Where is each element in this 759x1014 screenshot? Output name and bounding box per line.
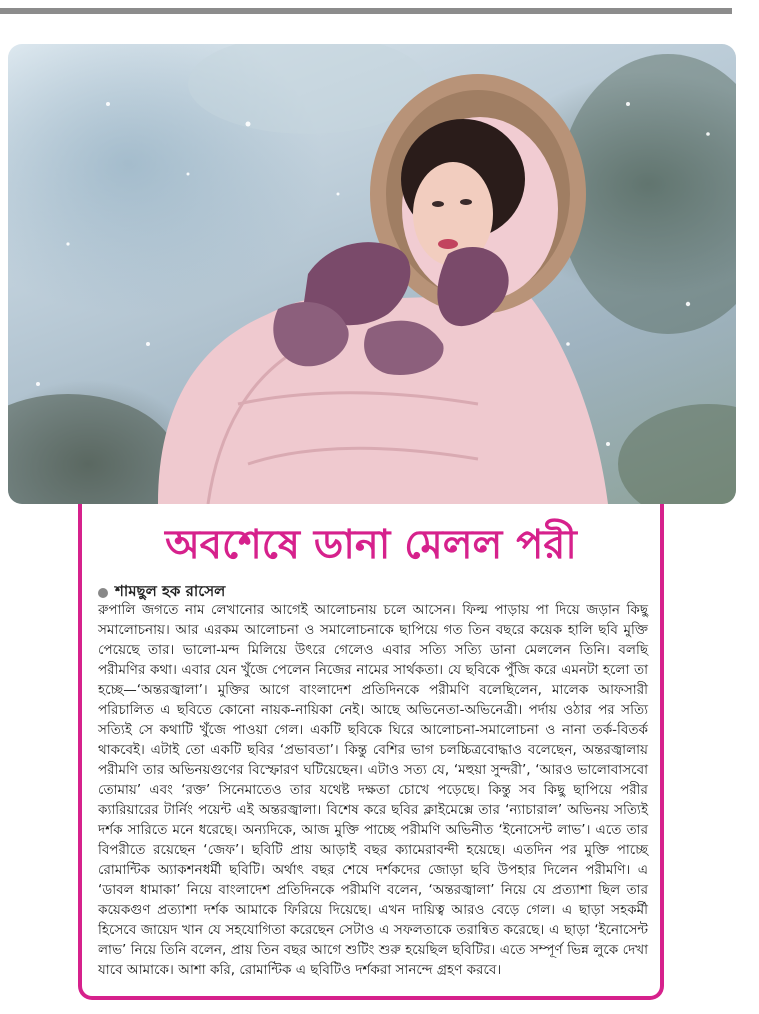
article-headline: অবশেষে ডানা মেলল পরী <box>165 521 577 568</box>
bullet-dot-icon <box>98 588 108 598</box>
article-body: রুপালি জগতে নাম লেখানোর আগেই আলোচনায় চলে আসেন। ফিল্ম পাড়ায় পা দিয়ে জড়ান কিছু সমালোচনায়। আর এরকম আলোচনা ও সমালোচনাকে ছাপিয়ে গত তিন বছরে কয়েক হালি ছবি মুক্তি পেয়েছে তার। ভালো-মন্দ মিলিয়ে উৎরে গেলেও এবার সত্যি সত্যি ডানা মেললেন তিনি। বলছি পরীমণির কথা। এবার যেন খুঁজে পেলেন নিজের নামের সার্থকতা। যে ছবিকে পুঁজি করে এমনটা হলো তা হচ্ছে—‘অন্তরজ্বালা’। মুক্তির আগে বাংলাদেশ প্রতিদিনকে পরীমণি বলেছিলেন, মালেক আফসারী পরিচালিত এ ছবিতে কোনো নায়ক-নায়িকা নেই। আছে অভিনেতা-অভিনেত্রী। পর্দায় ওঠার পর সত্যি সত্যিই সে কথাটি খুঁজে পাওয়া গেল। একটি ছবিকে ঘিরে আলোচনা-সমালোচনা ও নানা তর্ক-বিতর্ক থাকবেই। এটাই তো একটি ছবির ‘প্রভাবতা’। কিন্তু বেশির ভাগ চলচ্চিত্রবোদ্ধাও বলেছেন, অন্তরজ্বালায় পরীমণি তার অভিনয়গুণের বিস্ফোরণ ঘটিয়েছেন। এটাও সত্য যে, ‘মহুয়া সুন্দরী’, ‘আরও ভালোবাসবো তোমায়’ এবং ‘রক্ত’ সিনেমাতেও তার যথেষ্ট দক্ষতা চোখে পড়েছে। কিন্তু সব কিছু ছাপিয়ে পরীর ক্যারিয়ারের টার্নিং পয়েন্ট এই অন্তরজ্বালা। বিশেষ করে ছবির ক্লাইমেক্সে তার ‘ন্যাচারাল’ অভিনয় সত্যিই দর্শক সারিতে মনে ধরেছে। অন্যদিকে, আজ মুক্তি পাচ্ছে পরীমণি অভিনীত ‘ইনোসেন্ট লাভ’। এতে তার বিপরীতে রয়েছেন ‘জেফ’। ছবিটি প্রায় আড়াই বছর ক্যামেরাবন্দী হয়েছে। এতদিন পর মুক্তি পাচ্ছে রোমান্টিক অ্যাকশনধর্মী ছবিটি। অর্থাৎ বছর শেষে দর্শকদের জোড়া ছবি উপহার দিলেন পরীমণি। এ ‘ডাবল ধামাকা’ নিয়ে বাংলাদেশ প্রতিদিনকে পরীমণি বলেন, ‘অন্তরজ্বালা’ নিয়ে যে প্রত্যাশা ছিল তার কয়েকগুণ প্রত্যাশা দর্শক আমাকে ফিরিয়ে দিয়েছে। এখন দায়িত্ব আরও বেড়ে গেল। এ ছাড়া সহকর্মী হিসেবে জায়েদ খান যে সহযোগিতা করেছেন সেটাও এ সফলতাকে তরান্বিত করেছে। এ ছাড়া ‘ইনোসেন্ট লাভ’ নিয়ে তিনি বলেন, প্রায় তিন বছর আগে শুটিং শুরু হয়েছিল ছবিটির। এতে সম্পূর্ণ ভিন্ন লুকে দেখা যাবে আমাকে। আশা করি, রোমান্টিক এ ছবিটিও দর্শকরা সানন্দে গ্রহণ করবে। <box>98 602 648 978</box>
hero-photo <box>8 44 736 504</box>
hero-photo-illustration <box>8 44 736 504</box>
top-rule <box>0 8 732 14</box>
byline-author: শামছুল হক রাসেল <box>115 582 226 600</box>
